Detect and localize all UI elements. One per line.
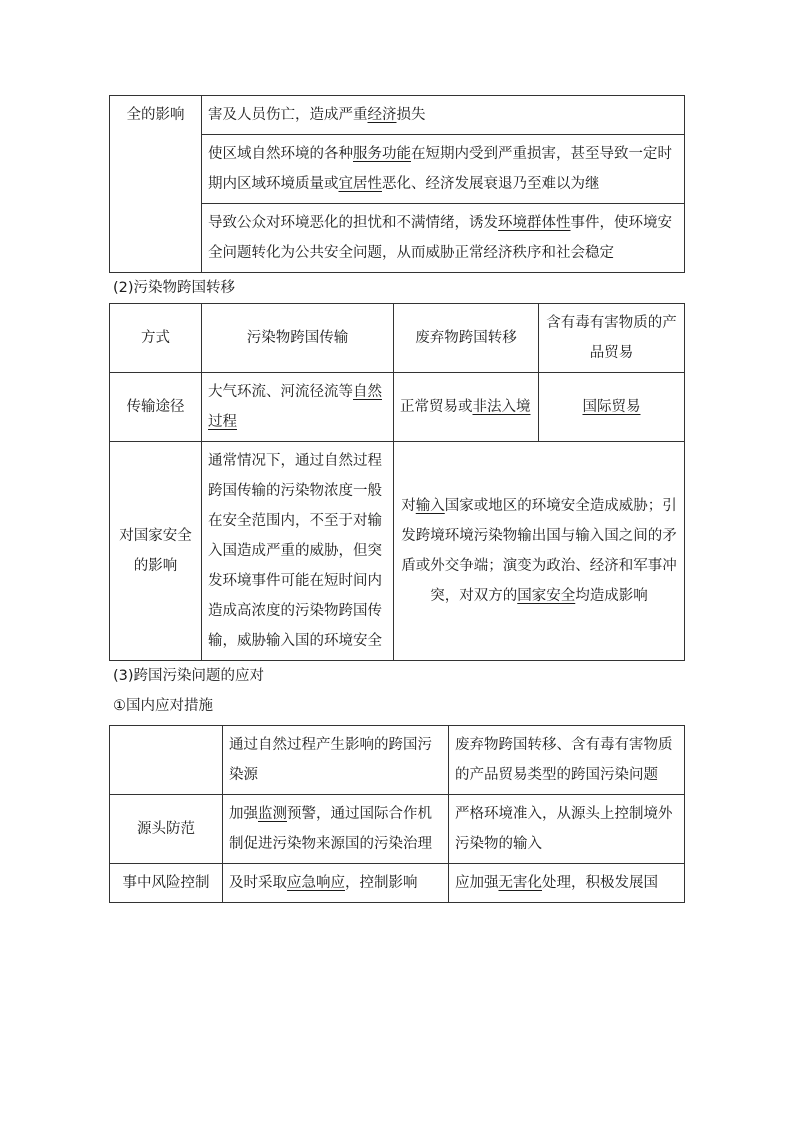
route-label: 传输途径 bbox=[110, 373, 202, 442]
impact-table bbox=[109, 95, 685, 273]
transfer-table bbox=[109, 303, 685, 661]
row-label: 全的影响 bbox=[110, 96, 202, 273]
response-table bbox=[109, 725, 685, 903]
risk-label: 事中风险控制 bbox=[110, 864, 223, 903]
impact-cell-3: 导致公众对环境恶化的担忧和不满情绪，诱发环境群体性事件，使环境安全问题转化为公共安全问题，从而威胁正常经济秩序和社会稳定 bbox=[202, 204, 685, 273]
route-cell: 正常贸易或非法入境 bbox=[394, 373, 539, 442]
header-cell: 废弃物跨国转移 bbox=[394, 304, 539, 373]
empty-header-cell bbox=[110, 726, 223, 795]
section-heading: (3)跨国污染问题的应对 bbox=[113, 668, 265, 684]
sub-heading: ①国内应对措施 bbox=[113, 698, 213, 714]
source-cell: 严格环境准入，从源头上控制境外污染物的输入 bbox=[449, 795, 685, 864]
impact-label: 对国家安全的影响 bbox=[110, 442, 202, 661]
header-cell: 方式 bbox=[110, 304, 202, 373]
impact-cell-1: 害及人员伤亡，造成严重经济损失 bbox=[202, 96, 685, 135]
impact-cell-2: 使区域自然环境的各种服务功能在短期内受到严重损害，甚至导致一定时期内区域环境质量或宜居性恶化、经济发展衰退乃至难以为继 bbox=[202, 135, 685, 204]
section-heading: (2)污染物跨国转移 bbox=[113, 280, 236, 296]
impact-trade-cell: 对输入国家或地区的环境安全造成威胁；引发跨境环境污染物输出国与输入国之间的矛盾或外交争端；演变为政治、经济和军事冲突，对双方的国家安全均造成影响 bbox=[394, 442, 685, 661]
source-label: 源头防范 bbox=[110, 795, 223, 864]
header-cell: 污染物跨国传输 bbox=[202, 304, 394, 373]
route-cell: 大气环流、河流径流等自然过程 bbox=[202, 373, 394, 442]
risk-cell: 及时采取应急响应，控制影响 bbox=[223, 864, 449, 903]
document-page bbox=[109, 95, 685, 903]
header-cell: 含有毒有害物质的产品贸易 bbox=[539, 304, 685, 373]
source-cell: 加强监测预警，通过国际合作机制促进污染物来源国的污染治理 bbox=[223, 795, 449, 864]
route-cell: 国际贸易 bbox=[539, 373, 685, 442]
risk-cell: 应加强无害化处理，积极发展国 bbox=[449, 864, 685, 903]
header-cell: 废弃物跨国转移、含有毒有害物质的产品贸易类型的跨国污染问题 bbox=[449, 726, 685, 795]
impact-natural-cell: 通常情况下，通过自然过程跨国传输的污染物浓度一般在安全范围内，不至于对输入国造成严重的威胁，但突发环境事件可能在短时间内造成高浓度的污染物跨国传输，威胁输入国的环境安全 bbox=[202, 442, 394, 661]
header-cell: 通过自然过程产生影响的跨国污染源 bbox=[223, 726, 449, 795]
